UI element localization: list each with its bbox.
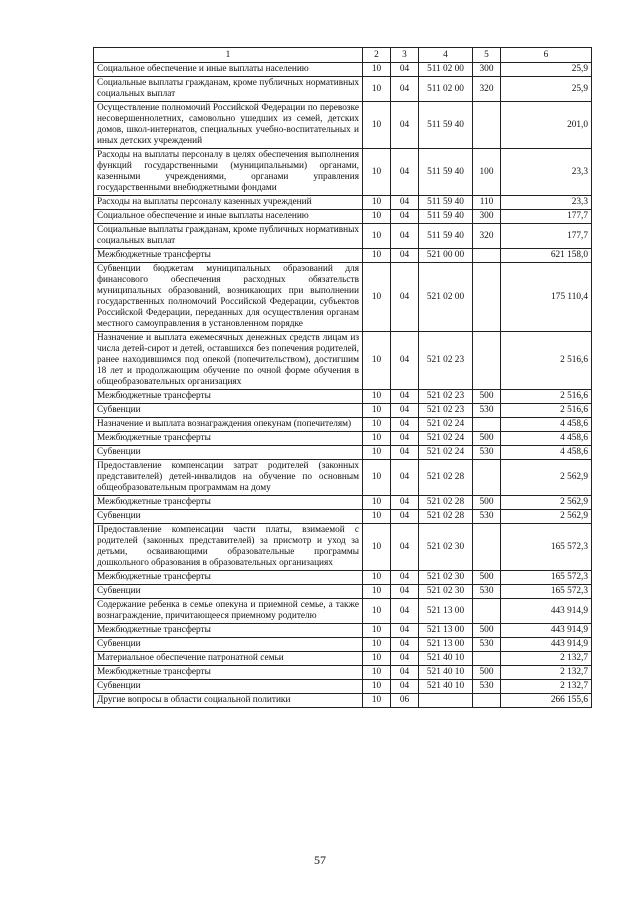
row-name: Субвенции xyxy=(94,510,363,524)
row-section: 10 xyxy=(363,446,391,460)
row-name: Материальное обеспечение патронатной семьи xyxy=(94,652,363,666)
row-amount: 175 110,4 xyxy=(501,263,592,332)
table-row xyxy=(94,332,592,390)
row-section: 10 xyxy=(363,418,391,432)
row-amount: 23,3 xyxy=(501,196,592,210)
row-expense-type: 500 xyxy=(473,390,501,404)
row-name: Назначение и выплата ежемесячных денежных средств лицам из числа детей-сирот и детей, оставшихся без попечения родителей, ранее находившимся под опекой (попечительством), достигшим 18 лет и продолжающим обучение по очной форме обучения в общеобразовательных организациях xyxy=(94,332,363,390)
row-target-article: 521 00 00 xyxy=(419,249,473,263)
row-name: Субвенции xyxy=(94,638,363,652)
row-subsection: 06 xyxy=(391,694,419,708)
table-row xyxy=(94,599,592,624)
row-section: 10 xyxy=(363,390,391,404)
row-name: Предоставление компенсации части платы, взимаемой с родителей (законных представителей) за присмотр и уход за детьми, осваивающими образовательные программы дошкольного образования в образовательных организациях xyxy=(94,524,363,571)
row-target-article: 521 13 00 xyxy=(419,638,473,652)
row-amount: 2 132,7 xyxy=(501,666,592,680)
row-subsection: 04 xyxy=(391,524,419,571)
row-name: Межбюджетные трансферты xyxy=(94,624,363,638)
row-expense-type xyxy=(473,599,501,624)
row-target-article: 521 02 28 xyxy=(419,510,473,524)
row-target-article: 511 59 40 xyxy=(419,149,473,196)
header-col-1: 1 xyxy=(94,48,363,63)
row-section: 10 xyxy=(363,524,391,571)
row-expense-type: 500 xyxy=(473,571,501,585)
table-row xyxy=(94,263,592,332)
row-subsection: 04 xyxy=(391,666,419,680)
row-expense-type xyxy=(473,249,501,263)
row-amount: 25,9 xyxy=(501,77,592,102)
table-row xyxy=(94,149,592,196)
row-amount: 2 132,7 xyxy=(501,652,592,666)
row-subsection: 04 xyxy=(391,77,419,102)
row-expense-type: 530 xyxy=(473,446,501,460)
row-section: 10 xyxy=(363,149,391,196)
table-row xyxy=(94,404,592,418)
header-col-4: 4 xyxy=(419,48,473,63)
table-row xyxy=(94,460,592,496)
row-expense-type xyxy=(473,263,501,332)
row-target-article: 511 02 00 xyxy=(419,77,473,102)
table-row xyxy=(94,390,592,404)
row-section: 10 xyxy=(363,496,391,510)
row-amount: 443 914,9 xyxy=(501,638,592,652)
row-subsection: 04 xyxy=(391,624,419,638)
row-subsection: 04 xyxy=(391,460,419,496)
row-section: 10 xyxy=(363,510,391,524)
row-expense-type: 320 xyxy=(473,224,501,249)
table-row xyxy=(94,666,592,680)
row-amount: 177,7 xyxy=(501,210,592,224)
row-subsection: 04 xyxy=(391,196,419,210)
page-number: 57 xyxy=(314,853,326,867)
row-expense-type: 110 xyxy=(473,196,501,210)
row-name: Субвенции xyxy=(94,585,363,599)
row-amount: 177,7 xyxy=(501,224,592,249)
row-subsection: 04 xyxy=(391,210,419,224)
row-expense-type: 530 xyxy=(473,510,501,524)
row-name: Расходы на выплаты персоналу казенных учреждений xyxy=(94,196,363,210)
row-subsection: 04 xyxy=(391,249,419,263)
row-target-article: 521 02 24 xyxy=(419,446,473,460)
row-target-article xyxy=(419,694,473,708)
header-col-3: 3 xyxy=(391,48,419,63)
table-row xyxy=(94,496,592,510)
row-section: 10 xyxy=(363,77,391,102)
row-target-article: 521 02 30 xyxy=(419,585,473,599)
row-expense-type: 500 xyxy=(473,666,501,680)
row-amount: 4 458,6 xyxy=(501,432,592,446)
row-subsection: 04 xyxy=(391,332,419,390)
row-subsection: 04 xyxy=(391,432,419,446)
row-section: 10 xyxy=(363,624,391,638)
row-name: Субвенции xyxy=(94,404,363,418)
row-subsection: 04 xyxy=(391,263,419,332)
row-target-article: 511 02 00 xyxy=(419,63,473,77)
row-name: Назначение и выплата вознаграждения опекунам (попечителям) xyxy=(94,418,363,432)
row-subsection: 04 xyxy=(391,404,419,418)
row-amount: 621 158,0 xyxy=(501,249,592,263)
row-section: 10 xyxy=(363,652,391,666)
row-name: Содержание ребенка в семье опекуна и приемной семье, а также вознаграждение, причитающееся приемному родителю xyxy=(94,599,363,624)
table-row xyxy=(94,571,592,585)
row-expense-type: 320 xyxy=(473,77,501,102)
row-amount: 266 155,6 xyxy=(501,694,592,708)
row-subsection: 04 xyxy=(391,496,419,510)
row-expense-type: 500 xyxy=(473,624,501,638)
row-name: Социальное обеспечение и иные выплаты населению xyxy=(94,63,363,77)
row-target-article: 521 02 30 xyxy=(419,571,473,585)
row-expense-type: 300 xyxy=(473,210,501,224)
row-section: 10 xyxy=(363,571,391,585)
row-amount: 443 914,9 xyxy=(501,624,592,638)
row-expense-type xyxy=(473,460,501,496)
row-expense-type: 530 xyxy=(473,680,501,694)
row-subsection: 04 xyxy=(391,149,419,196)
row-subsection: 04 xyxy=(391,571,419,585)
row-section: 10 xyxy=(363,210,391,224)
row-section: 10 xyxy=(363,102,391,149)
row-expense-type xyxy=(473,418,501,432)
row-amount: 2 516,6 xyxy=(501,332,592,390)
table-row xyxy=(94,638,592,652)
row-expense-type xyxy=(473,102,501,149)
table-row xyxy=(94,224,592,249)
row-section: 10 xyxy=(363,694,391,708)
row-name: Предоставление компенсации затрат родителей (законных представителей) детей-инвалидов на обучение по основным общеобразовательным программам на дому xyxy=(94,460,363,496)
row-target-article: 521 02 24 xyxy=(419,432,473,446)
row-subsection: 04 xyxy=(391,224,419,249)
row-subsection: 04 xyxy=(391,510,419,524)
row-section: 10 xyxy=(363,638,391,652)
header-row xyxy=(94,48,592,63)
table-row xyxy=(94,624,592,638)
row-name: Межбюджетные трансферты xyxy=(94,666,363,680)
row-subsection: 04 xyxy=(391,418,419,432)
row-subsection: 04 xyxy=(391,680,419,694)
row-expense-type: 530 xyxy=(473,404,501,418)
header-col-6: 6 xyxy=(501,48,592,63)
row-expense-type: 530 xyxy=(473,585,501,599)
table-row xyxy=(94,446,592,460)
row-section: 10 xyxy=(363,249,391,263)
table-row xyxy=(94,432,592,446)
row-subsection: 04 xyxy=(391,599,419,624)
row-amount: 2 132,7 xyxy=(501,680,592,694)
row-expense-type xyxy=(473,694,501,708)
row-section: 10 xyxy=(363,63,391,77)
row-name: Межбюджетные трансферты xyxy=(94,432,363,446)
table-row xyxy=(94,210,592,224)
row-expense-type xyxy=(473,332,501,390)
row-section: 10 xyxy=(363,680,391,694)
row-target-article: 521 02 00 xyxy=(419,263,473,332)
row-expense-type: 530 xyxy=(473,638,501,652)
table-row xyxy=(94,680,592,694)
row-target-article: 511 59 40 xyxy=(419,224,473,249)
header-col-2: 2 xyxy=(363,48,391,63)
row-name: Другие вопросы в области социальной политики xyxy=(94,694,363,708)
row-amount: 2 562,9 xyxy=(501,496,592,510)
row-amount: 23,3 xyxy=(501,149,592,196)
row-section: 10 xyxy=(363,666,391,680)
row-amount: 2 516,6 xyxy=(501,404,592,418)
row-section: 10 xyxy=(363,599,391,624)
row-subsection: 04 xyxy=(391,390,419,404)
budget-table xyxy=(93,47,592,708)
row-target-article: 521 02 28 xyxy=(419,460,473,496)
row-target-article: 521 02 23 xyxy=(419,404,473,418)
row-section: 10 xyxy=(363,263,391,332)
row-amount: 2 562,9 xyxy=(501,510,592,524)
table-body xyxy=(94,63,592,708)
table-row xyxy=(94,585,592,599)
row-section: 10 xyxy=(363,460,391,496)
row-name: Межбюджетные трансферты xyxy=(94,390,363,404)
row-subsection: 04 xyxy=(391,585,419,599)
row-amount: 165 572,3 xyxy=(501,585,592,599)
row-name: Социальные выплаты гражданам, кроме публичных нормативных социальных выплат xyxy=(94,77,363,102)
row-name: Осуществление полномочий Российской Федерации по перевозке несовершеннолетних, самовольно ушедших из семей, детских домов, школ-интернатов, специальных учебно-воспитательных и иных детских учреждений xyxy=(94,102,363,149)
row-target-article: 511 59 40 xyxy=(419,210,473,224)
row-subsection: 04 xyxy=(391,63,419,77)
row-amount: 2 562,9 xyxy=(501,460,592,496)
row-expense-type xyxy=(473,524,501,571)
row-name: Социальное обеспечение и иные выплаты населению xyxy=(94,210,363,224)
table-row xyxy=(94,249,592,263)
row-expense-type xyxy=(473,652,501,666)
row-section: 10 xyxy=(363,404,391,418)
table-row xyxy=(94,63,592,77)
row-target-article: 511 59 40 xyxy=(419,102,473,149)
row-name: Субвенции xyxy=(94,680,363,694)
table-row xyxy=(94,418,592,432)
row-name: Межбюджетные трансферты xyxy=(94,571,363,585)
table-row xyxy=(94,77,592,102)
row-name: Субвенции xyxy=(94,446,363,460)
row-amount: 165 572,3 xyxy=(501,571,592,585)
row-target-article: 521 02 24 xyxy=(419,418,473,432)
table-row xyxy=(94,102,592,149)
row-section: 10 xyxy=(363,332,391,390)
row-amount: 201,0 xyxy=(501,102,592,149)
row-target-article: 521 02 23 xyxy=(419,332,473,390)
row-amount: 165 572,3 xyxy=(501,524,592,571)
row-amount: 2 516,6 xyxy=(501,390,592,404)
row-section: 10 xyxy=(363,196,391,210)
table-row xyxy=(94,652,592,666)
header-col-5: 5 xyxy=(473,48,501,63)
row-section: 10 xyxy=(363,224,391,249)
row-amount: 443 914,9 xyxy=(501,599,592,624)
row-amount: 4 458,6 xyxy=(501,418,592,432)
row-expense-type: 500 xyxy=(473,496,501,510)
table-row xyxy=(94,510,592,524)
row-name: Социальные выплаты гражданам, кроме публичных нормативных социальных выплат xyxy=(94,224,363,249)
row-subsection: 04 xyxy=(391,446,419,460)
row-expense-type: 100 xyxy=(473,149,501,196)
row-subsection: 04 xyxy=(391,638,419,652)
row-subsection: 04 xyxy=(391,102,419,149)
row-section: 10 xyxy=(363,585,391,599)
row-target-article: 521 02 30 xyxy=(419,524,473,571)
table-row xyxy=(94,196,592,210)
row-target-article: 521 40 10 xyxy=(419,666,473,680)
row-amount: 4 458,6 xyxy=(501,446,592,460)
row-target-article: 521 02 23 xyxy=(419,390,473,404)
row-name: Субвенции бюджетам муниципальных образований для финансового обеспечения расходных обязательств муниципальных образований, возникающих при выполнении государственных полномочий Российской Федерации, субъектов Российской Федерации, переданных для осуществления органам местного самоуправления в установленном порядке xyxy=(94,263,363,332)
row-subsection: 04 xyxy=(391,652,419,666)
row-target-article: 521 40 10 xyxy=(419,680,473,694)
row-target-article: 521 13 00 xyxy=(419,624,473,638)
row-expense-type: 500 xyxy=(473,432,501,446)
row-amount: 25,9 xyxy=(501,63,592,77)
row-target-article: 521 13 00 xyxy=(419,599,473,624)
row-name: Межбюджетные трансферты xyxy=(94,249,363,263)
row-section: 10 xyxy=(363,432,391,446)
table-row xyxy=(94,694,592,708)
row-target-article: 511 59 40 xyxy=(419,196,473,210)
row-expense-type: 300 xyxy=(473,63,501,77)
table-row xyxy=(94,524,592,571)
row-target-article: 521 40 10 xyxy=(419,652,473,666)
row-name: Расходы на выплаты персоналу в целях обеспечения выполнения функций государственными (муниципальными) органами, казенными учреждениями, органами управления государственными внебюджетными фондами xyxy=(94,149,363,196)
row-target-article: 521 02 28 xyxy=(419,496,473,510)
row-name: Межбюджетные трансферты xyxy=(94,496,363,510)
